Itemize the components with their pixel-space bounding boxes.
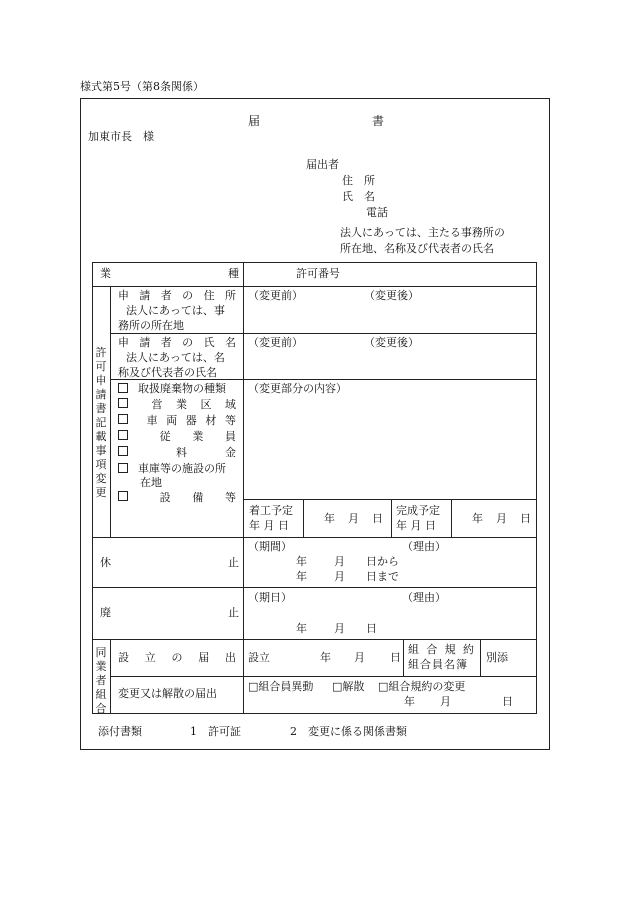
- business-type-label-a: 業: [100, 267, 111, 280]
- item-char: 業: [176, 398, 187, 411]
- changed-content-label: （変更部分の内容）: [248, 382, 347, 395]
- abolish-label-b: 止: [228, 606, 239, 619]
- abolish-day: 日: [366, 622, 377, 635]
- item-char: 器: [185, 414, 197, 427]
- name-row-line2: 法人にあっては、名: [126, 351, 225, 364]
- permit-number-label: 許可番号: [296, 267, 340, 280]
- start-month: 月: [348, 512, 359, 525]
- start-day: 日: [372, 512, 383, 525]
- assoc-establish-char: 届: [198, 651, 210, 664]
- item-garage-continuation: 在地: [140, 476, 162, 489]
- change-month: 月: [440, 695, 451, 708]
- notifier-phone-label: 電話: [366, 206, 388, 219]
- checkbox-icon[interactable]: [118, 398, 128, 408]
- complete-planned-line2: 年 月 日: [396, 519, 436, 532]
- attachment-1-label: 許可証: [208, 725, 241, 738]
- name-after-label: （変更後）: [364, 336, 419, 349]
- name-row-char: の: [182, 336, 194, 349]
- item-label: 車庫等の施設の所: [138, 462, 226, 475]
- checkbox-icon[interactable]: [118, 414, 128, 424]
- item-char: 設: [159, 491, 171, 504]
- name-before-label: （変更前）: [248, 336, 303, 349]
- establish-year: 年: [320, 651, 331, 664]
- title-char-right: 書: [372, 114, 385, 128]
- name-row-char: 氏: [203, 336, 215, 349]
- start-year: 年: [324, 512, 335, 525]
- change-day: 日: [502, 695, 513, 708]
- change-or-dissolve-label: 変更又は解散の届出: [118, 687, 217, 700]
- assoc-rules-char: 規: [444, 643, 456, 656]
- item-char: 車: [146, 414, 158, 427]
- option-rule-change[interactable]: □組合規約の変更: [378, 680, 466, 693]
- complete-month: 月: [496, 512, 507, 525]
- title-char-left: 届: [248, 114, 261, 128]
- period-label: （期間）: [248, 540, 292, 553]
- change-year: 年: [404, 695, 415, 708]
- checkbox-icon[interactable]: [118, 446, 128, 456]
- item-char: 従: [159, 430, 171, 443]
- change-section-label: [94, 346, 108, 500]
- item-char: 等: [224, 414, 236, 427]
- item-char: 金: [225, 446, 236, 459]
- date-label: （期日）: [248, 591, 292, 604]
- change-section-label-text: 許 可 申 請 書 記 載 事 項 変 更: [95, 346, 107, 499]
- item-char: 区: [200, 398, 212, 411]
- attachment-2-number: 2: [290, 725, 297, 738]
- item-char: 両: [166, 414, 178, 427]
- start-planned-line2: 年 月 日: [249, 519, 289, 532]
- name-row-line1: [118, 336, 236, 350]
- addr-row-char: 所: [224, 289, 236, 302]
- item-label: 取扱廃棄物の種類: [138, 382, 226, 395]
- assoc-rules-char: 合: [426, 643, 438, 656]
- addr-row-char: 請: [139, 289, 151, 302]
- name-row-char: 者: [160, 336, 172, 349]
- item-garage-facility[interactable]: [118, 462, 236, 476]
- assoc-rules-char: 約: [462, 643, 474, 656]
- addr-row-line3: 務所の所在地: [118, 319, 184, 332]
- assoc-establish-char: 出: [225, 651, 236, 664]
- addr-row-line1: [118, 289, 236, 303]
- name-row-char: 請: [139, 336, 151, 349]
- item-char: 業: [192, 430, 204, 443]
- until-day: 日まで: [366, 570, 399, 583]
- reason-label: （理由）: [402, 540, 446, 553]
- assoc-rules-char: 組: [408, 643, 419, 656]
- item-char: 営: [151, 398, 163, 411]
- assoc-establish-row-label: [118, 651, 236, 665]
- name-row-line3: 称及び代表者の氏名: [118, 366, 217, 379]
- suspend-label-b: 止: [228, 556, 239, 569]
- assoc-rules-label: [408, 643, 474, 657]
- item-char: 員: [224, 430, 236, 443]
- abolish-reason-label: （理由）: [402, 591, 446, 604]
- item-equipment[interactable]: [118, 491, 236, 505]
- establish-label: 設立: [248, 651, 270, 664]
- notifier-name-label: 氏 名: [342, 190, 375, 203]
- abolish-month: 月: [334, 622, 345, 635]
- attachment-2-label: 変更に係る関係書類: [308, 725, 407, 738]
- establish-day: 日: [390, 651, 401, 664]
- establish-month: 月: [354, 651, 365, 664]
- item-char: 備: [192, 491, 204, 504]
- suspend-label-a: 休: [100, 556, 111, 569]
- assoc-label: [94, 646, 108, 716]
- complete-year: 年: [472, 512, 483, 525]
- business-type-label-b: 種: [228, 267, 239, 280]
- item-char: 材: [205, 414, 217, 427]
- addressee: 加東市長 様: [88, 130, 154, 143]
- addr-row-char: 申: [118, 289, 129, 302]
- item-waste-type[interactable]: [118, 382, 236, 396]
- assoc-establish-char: の: [171, 651, 183, 664]
- addr-row-char: の: [182, 289, 194, 302]
- option-dissolve[interactable]: □解散: [332, 680, 365, 693]
- notifier-note-line1: 法人にあっては、主たる事務所の: [340, 226, 505, 239]
- name-row-char: 申: [118, 336, 129, 349]
- attached-separately-label: 別添: [486, 651, 508, 664]
- item-vehicles[interactable]: [118, 414, 236, 428]
- notifier-label: 届出者: [306, 158, 339, 171]
- attachment-1-number: 1: [190, 725, 197, 738]
- abolish-year: 年: [296, 622, 307, 635]
- option-member-change[interactable]: □組合員異動: [248, 680, 314, 693]
- from-day: 日から: [366, 555, 399, 568]
- name-row-char: 名: [224, 336, 236, 349]
- checkbox-icon[interactable]: [118, 491, 128, 501]
- until-month: 月: [334, 570, 345, 583]
- checkbox-icon[interactable]: [118, 430, 128, 440]
- start-planned-line1: 着工予定: [249, 504, 293, 517]
- notifier-note-line2: 所在地、名称及び代表者の氏名: [340, 242, 494, 255]
- notifier-address-label: 住 所: [342, 174, 375, 187]
- attachments-label: 添付書類: [98, 725, 142, 738]
- item-char: 等: [224, 491, 236, 504]
- assoc-establish-char: 設: [118, 651, 129, 664]
- addr-after-label: （変更後）: [364, 289, 419, 302]
- item-char: 域: [225, 398, 236, 411]
- addr-row-char: 住: [203, 289, 215, 302]
- from-year: 年: [296, 555, 307, 568]
- checkbox-icon[interactable]: [118, 463, 128, 473]
- addr-row-char: 者: [160, 289, 172, 302]
- addr-before-label: （変更前）: [248, 289, 303, 302]
- assoc-roster-label: 組合員名簿: [408, 658, 468, 671]
- complete-day: 日: [520, 512, 531, 525]
- item-business-area[interactable]: [118, 398, 236, 412]
- assoc-establish-char: 立: [144, 651, 156, 664]
- complete-planned-line1: 完成予定: [396, 504, 440, 517]
- checkbox-icon[interactable]: [118, 383, 128, 393]
- item-char: 料: [176, 446, 187, 459]
- form-number: 様式第5号（第8条関係）: [80, 80, 204, 93]
- from-month: 月: [334, 555, 345, 568]
- assoc-label-text: 同 業 者 組 合: [95, 646, 107, 715]
- addr-row-line2: 法人にあっては、事: [126, 304, 225, 317]
- until-year: 年: [296, 570, 307, 583]
- abolish-label-a: 廃: [100, 606, 111, 619]
- item-fees[interactable]: [118, 446, 236, 460]
- item-employees[interactable]: [118, 430, 236, 444]
